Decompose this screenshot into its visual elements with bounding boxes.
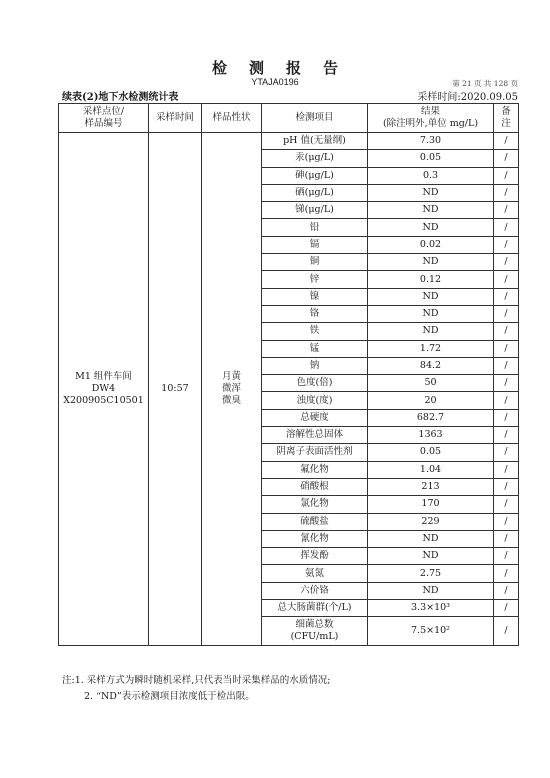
result-cell: 170 — [368, 496, 494, 513]
result-cell: ND — [368, 582, 494, 599]
item-cell: 铬 — [262, 305, 368, 322]
remark-cell: / — [494, 444, 519, 461]
remark-cell: / — [494, 530, 519, 547]
report-number: YTAJA0196 — [251, 77, 299, 87]
result-cell: ND — [368, 202, 494, 219]
item-cell: 硫酸盐 — [262, 513, 368, 530]
result-cell: ND — [368, 219, 494, 236]
remark-cell: / — [494, 305, 519, 322]
item-cell: 色度(倍) — [262, 375, 368, 392]
item-cell: 总硬度 — [262, 409, 368, 426]
result-cell: ND — [368, 305, 494, 322]
header-remark-line1: 备 — [501, 106, 511, 117]
result-cell: 0.02 — [368, 236, 494, 253]
sampling-date: 采样时间:2020.09.05 — [417, 92, 518, 103]
header-site — [59, 104, 149, 133]
page-number: 第 21 页 共 128 页 — [452, 79, 518, 88]
item-cell: pH 值(无量纲) — [262, 133, 368, 150]
remark-cell: / — [494, 288, 519, 305]
remark-cell: / — [494, 375, 519, 392]
result-cell: ND — [368, 184, 494, 201]
sample-time-cell: 10:57 — [149, 133, 202, 646]
sample-site-name: M1 组件车间 — [75, 371, 132, 383]
remark-cell: / — [494, 133, 519, 150]
remark-cell: / — [494, 219, 519, 236]
table-title: 续表(2)地下水检测统计表 — [62, 92, 179, 103]
nature-odor: 微臭 — [221, 395, 241, 407]
header-result-line1: 结果 — [420, 106, 440, 117]
result-cell: 20 — [368, 392, 494, 409]
result-cell: ND — [368, 288, 494, 305]
result-cell: 1363 — [368, 427, 494, 444]
item-cell: 锑(μg/L) — [262, 202, 368, 219]
item-cell: 六价铬 — [262, 582, 368, 599]
remark-cell: / — [494, 357, 519, 374]
header-time: 采样时间 — [149, 104, 202, 133]
result-cell: 229 — [368, 513, 494, 530]
result-cell: 1.72 — [368, 340, 494, 357]
remark-cell: / — [494, 167, 519, 184]
item-cell: 阴离子表面活性剂 — [262, 444, 368, 461]
result-cell: ND — [368, 548, 494, 565]
note-line-2: 2. “ND”表示检测项目浓度低于检出限。 — [84, 691, 255, 702]
item-cell: 砷(μg/L) — [262, 167, 368, 184]
result-cell: 213 — [368, 478, 494, 495]
result-cell: 0.05 — [368, 150, 494, 167]
result-cell: 3.3×10³ — [368, 600, 494, 617]
header-nature: 样品性状 — [202, 104, 262, 133]
item-cell: 挥发酚 — [262, 548, 368, 565]
note-line-1: 注:1. 采样方式为瞬时随机采样,只代表当时采集样品的水质情况; — [62, 675, 331, 686]
result-cell: 2.75 — [368, 565, 494, 582]
item-cell: 铁 — [262, 323, 368, 340]
item-cell: 铅 — [262, 219, 368, 236]
remark-cell: / — [494, 184, 519, 201]
item-cell: 氯化物 — [262, 496, 368, 513]
table-header-row — [59, 104, 519, 133]
header-site-line2: 样品编号 — [84, 118, 123, 129]
remark-cell: / — [494, 236, 519, 253]
remark-cell: / — [494, 478, 519, 495]
item-cell: 溶解性总固体 — [262, 427, 368, 444]
nature-turbidity: 微浑 — [221, 383, 241, 395]
remark-cell: / — [494, 202, 519, 219]
result-cell: 0.05 — [368, 444, 494, 461]
item-cell: 镍 — [262, 288, 368, 305]
item-cell: 铜 — [262, 254, 368, 271]
remark-cell: / — [494, 461, 519, 478]
result-cell: 7.30 — [368, 133, 494, 150]
sample-nature-cell — [202, 133, 262, 646]
header-result-line2: (除注明外,单位 mg/L) — [382, 118, 479, 129]
remark-cell: / — [494, 600, 519, 617]
result-cell: ND — [368, 254, 494, 271]
result-cell: ND — [368, 323, 494, 340]
remark-cell: / — [494, 271, 519, 288]
result-cell: 0.3 — [368, 167, 494, 184]
item-cell: 锰 — [262, 340, 368, 357]
item-cell: 锌 — [262, 271, 368, 288]
remark-cell: / — [494, 548, 519, 565]
item-line1: 细菌总数 — [295, 619, 334, 631]
result-cell: 7.5×10² — [368, 617, 494, 646]
remark-cell: / — [494, 392, 519, 409]
remark-cell: / — [494, 409, 519, 426]
result-cell: 1.04 — [368, 461, 494, 478]
groundwater-results-table — [58, 103, 519, 646]
item-cell: 硒(μg/L) — [262, 184, 368, 201]
item-cell — [262, 617, 368, 646]
item-cell: 氰化物 — [262, 530, 368, 547]
remark-cell: / — [494, 617, 519, 646]
item-cell: 钠 — [262, 357, 368, 374]
header-remark-line2: 注 — [501, 118, 511, 129]
sample-well-id: DW4 — [91, 383, 116, 395]
item-cell: 氟化物 — [262, 461, 368, 478]
item-cell: 镉 — [262, 236, 368, 253]
result-cell: 682.7 — [368, 409, 494, 426]
header-remark — [494, 104, 519, 133]
header-result — [368, 104, 494, 133]
remark-cell: / — [494, 427, 519, 444]
item-cell: 浊度(度) — [262, 392, 368, 409]
remark-cell: / — [494, 254, 519, 271]
result-cell: 84.2 — [368, 357, 494, 374]
remark-cell: / — [494, 565, 519, 582]
remark-cell: / — [494, 340, 519, 357]
remark-cell: / — [494, 496, 519, 513]
table-row — [59, 133, 519, 150]
header-site-line1: 采样点位/ — [82, 106, 125, 117]
report-title: 检测报告 — [211, 59, 360, 77]
item-cell: 氨氮 — [262, 565, 368, 582]
remark-cell: / — [494, 513, 519, 530]
item-cell: 总大肠菌群(个/L) — [262, 600, 368, 617]
result-cell: 50 — [368, 375, 494, 392]
result-cell: ND — [368, 530, 494, 547]
nature-color: 月黄 — [221, 371, 241, 383]
sample-code: X200905C10501 — [63, 395, 144, 407]
remark-cell: / — [494, 582, 519, 599]
header-item: 检测项目 — [262, 104, 368, 133]
item-line2: (CFU/mL) — [290, 631, 339, 643]
item-cell: 汞(μg/L) — [262, 150, 368, 167]
sample-site-cell — [59, 133, 149, 646]
item-cell: 硝酸根 — [262, 478, 368, 495]
remark-cell: / — [494, 150, 519, 167]
remark-cell: / — [494, 323, 519, 340]
result-cell: 0.12 — [368, 271, 494, 288]
